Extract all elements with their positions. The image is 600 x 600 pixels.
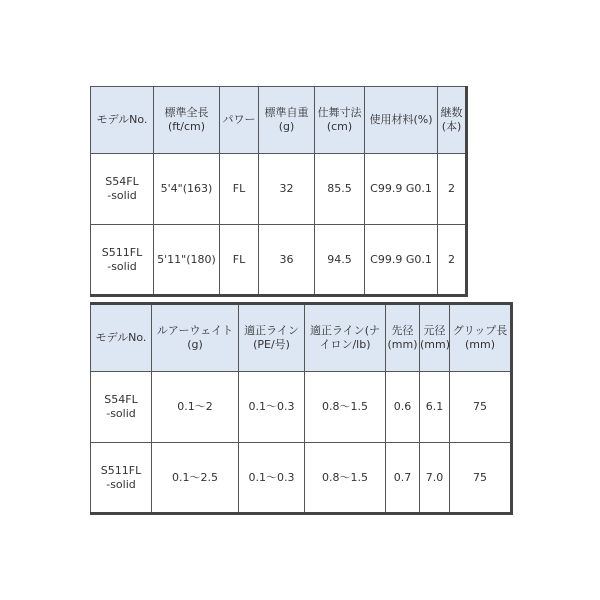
header-model: モデルNo.	[91, 304, 152, 372]
spec-table-2	[90, 302, 513, 515]
spec-table-1	[90, 86, 468, 297]
table-row	[91, 154, 467, 225]
table-row	[91, 443, 512, 514]
cell-material: C99.9 G0.1	[365, 154, 438, 225]
header-line-nylon: 適正ライン(ナイロン/lb)	[305, 304, 386, 372]
header-grip-length: グリップ長(mm)	[450, 304, 512, 372]
header-butt-diameter: 元径(mm)	[420, 304, 450, 372]
header-tip-diameter: 先径(mm)	[386, 304, 420, 372]
cell-line-nylon: 0.8〜1.5	[305, 443, 386, 514]
cell-grip-length: 75	[450, 372, 512, 443]
cell-tip-diameter: 0.6	[386, 372, 420, 443]
cell-grip-length: 75	[450, 443, 512, 514]
cell-weight: 36	[259, 225, 315, 296]
header-material: 使用材料(%)	[365, 87, 438, 154]
cell-butt-diameter: 6.1	[420, 372, 450, 443]
cell-butt-diameter: 7.0	[420, 443, 450, 514]
cell-line-pe: 0.1〜0.3	[239, 443, 305, 514]
cell-length: 5'11"(180)	[154, 225, 220, 296]
cell-model: S511FL -solid	[91, 225, 154, 296]
header-weight: 標準自重(g)	[259, 87, 315, 154]
cell-line-nylon: 0.8〜1.5	[305, 372, 386, 443]
header-model: モデルNo.	[91, 87, 154, 154]
cell-lure-weight: 0.1〜2	[152, 372, 239, 443]
cell-length: 5'4"(163)	[154, 154, 220, 225]
cell-material: C99.9 G0.1	[365, 225, 438, 296]
cell-pieces: 2	[438, 225, 467, 296]
cell-closed-length: 85.5	[315, 154, 365, 225]
cell-model: S511FL -solid	[91, 443, 152, 514]
cell-model: S54FL -solid	[91, 154, 154, 225]
header-lure-weight: ルアーウェイト(g)	[152, 304, 239, 372]
table-row	[91, 372, 512, 443]
cell-line-pe: 0.1〜0.3	[239, 372, 305, 443]
header-pieces: 継数(本)	[438, 87, 467, 154]
cell-tip-diameter: 0.7	[386, 443, 420, 514]
header-line-pe: 適正ライン(PE/号)	[239, 304, 305, 372]
cell-model: S54FL -solid	[91, 372, 152, 443]
cell-pieces: 2	[438, 154, 467, 225]
header-power: パワー	[220, 87, 259, 154]
cell-power: FL	[220, 154, 259, 225]
header-closed-length: 仕舞寸法(cm)	[315, 87, 365, 154]
cell-closed-length: 94.5	[315, 225, 365, 296]
table-row	[91, 225, 467, 296]
cell-weight: 32	[259, 154, 315, 225]
header-length: 標準全長(ft/cm)	[154, 87, 220, 154]
cell-lure-weight: 0.1〜2.5	[152, 443, 239, 514]
table-header-row	[91, 87, 467, 154]
cell-power: FL	[220, 225, 259, 296]
table-header-row	[91, 304, 512, 372]
